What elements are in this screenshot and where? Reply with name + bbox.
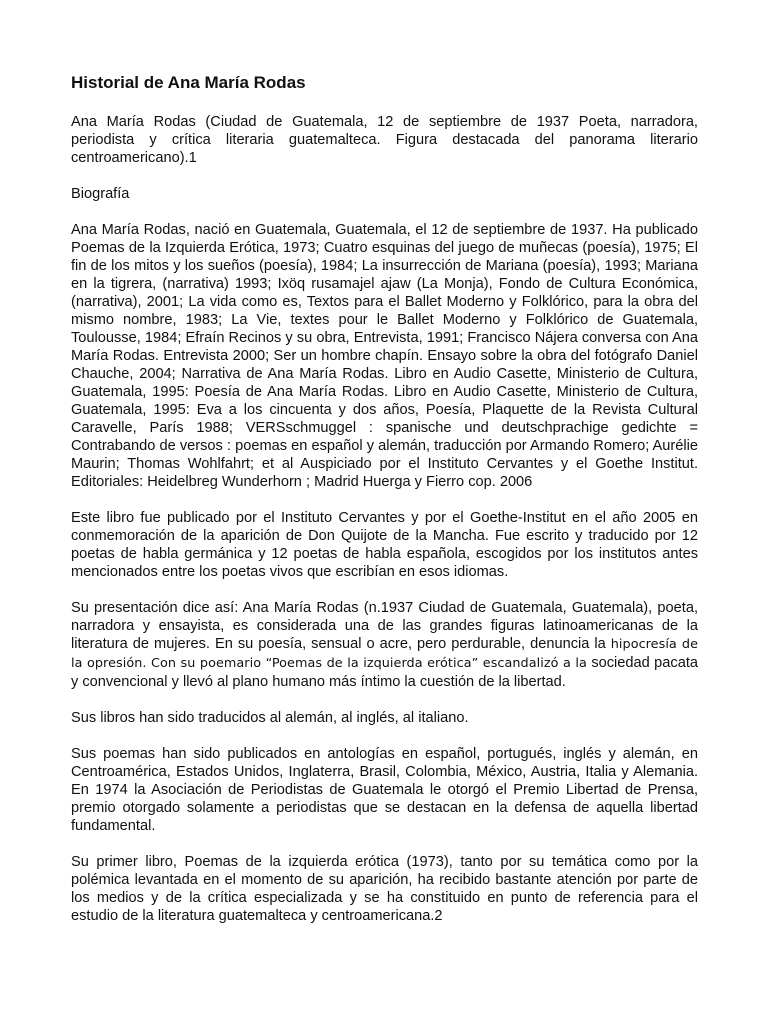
translations-paragraph: Sus libros han sido traducidos al alemán, al inglés, al italiano.	[71, 710, 469, 726]
anthologies-paragraph: Sus poemas han sido publicados en antologías en español, portugués, inglés y alemán, en Centroamérica, Estados Unidos, Inglaterra, Brasil, Colombia, México, Austria, Italia y Alemania. En 1974 la Asociación de Periodistas de Guatemala le otorgó el Premio Libertad de Prensa, premio otorgado solamente a periodistas que se destacan en la defensa de aquella libertad fundamental.	[71, 746, 698, 834]
first-book-paragraph: Su primer libro, Poemas de la izquierda erótica (1973), tanto por su temática como por la polémica levantada en el momento de su aparición, ha recibido bastante atención por parte de los medios y de la crítica especializada y se ha constituido en punto de referencia para el estudio de la literatura guatemalteca y centroamericana.2	[71, 854, 698, 924]
biography-paragraph: Ana María Rodas, nació en Guatemala, Guatemala, el 12 de septiembre de 1937. Ha publicado Poemas de la Izquierda Erótica, 1973; Cuatro esquinas del juego de muñecas (poesía), 1975; El fin de los mitos y los sueños (poesía), 1984; La insurrección de Mariana (poesía), 1993; Mariana en la tigrera, (narrativa) 1993; Ixöq rusamajel ajaw (La Monja), Fondo de Cultura Económica, (narrativa), 2001; La vida como es, Textos para el Ballet Moderno y Folklórico, para la obra del mismo nombre, 1983; La Vie, textes pour le Ballet Moderno y Folklórico de Guatemala, Toulousse, 1984; Efraín Recinos y su obra, Entrevista, 1991; Francisco Nájera conversa con Ana María Rodas. Entrevista 2000; Ser un hombre chapín. Ensayo sobre la obra del fotógrafo Daniel Chauche, 2004; Narrativa de Ana María Rodas. Libro en Audio Casette, Ministerio de Cultura, Guatemala, 1995: Poesía de Ana María Rodas. Libro en Audio Casette, Ministerio de Cultura, Guatemala, 1995: Eva a los cincuenta y dos años, Poesía, Plaquette de la Revista Cultural Caravelle, París 1988; VERSschmuggel : spanische und deutschprachige gedichte = Contrabando de versos : poemas en español y alemán, traducción por Armando Romero; Aurélie Maurin; Thomas Wohlfahrt; et al Auspiciado por el Instituto Cervantes y el Goethe Institut. Editoriales: Heidelbreg Wunderhorn ; Madrid Huerga y Fierro cop. 2006	[71, 222, 698, 490]
presentation-text-start: Su presentación dice así: Ana María Rodas (n.1937 Ciudad de Guatemala, Guatemala), poeta, narradora y ensayista, es considerada una de las grandes figuras latinoamericanas de la literatura de mujeres. En su poesía, sensual o acre, pero perdurable, denuncia la	[71, 600, 698, 652]
intro-paragraph: Ana María Rodas (Ciudad de Guatemala, 12 de septiembre de 1937 Poeta, narradora, periodista y crítica literaria guatemalteca. Figura destacada del panorama literario centroamericano).1	[71, 114, 698, 166]
presentation-text-middle: hipocresía de la opresión. Con su poemario “Poemas de la izquierda erótica” escandalizó a la	[71, 637, 698, 671]
presentation-text-end: sociedad pacata y convencional y llevó al plano humano más íntimo la cuestión de la libertad.	[71, 655, 699, 690]
document-title: Historial de Ana María Rodas	[71, 73, 306, 92]
presentation-paragraph	[71, 599, 698, 691]
book-note-paragraph: Este libro fue publicado por el Instituto Cervantes y por el Goethe-Institut en el año 2005 en conmemoración de la aparición de Don Quijote de la Mancha. Fue escrito y traducido por 12 poetas de habla germánica y 12 poetas de habla española, escogidos por los institutos antes mencionados entre los poetas vivos que escribían en esos idiomas.	[71, 510, 698, 580]
section-heading-biografia: Biografía	[71, 186, 130, 202]
